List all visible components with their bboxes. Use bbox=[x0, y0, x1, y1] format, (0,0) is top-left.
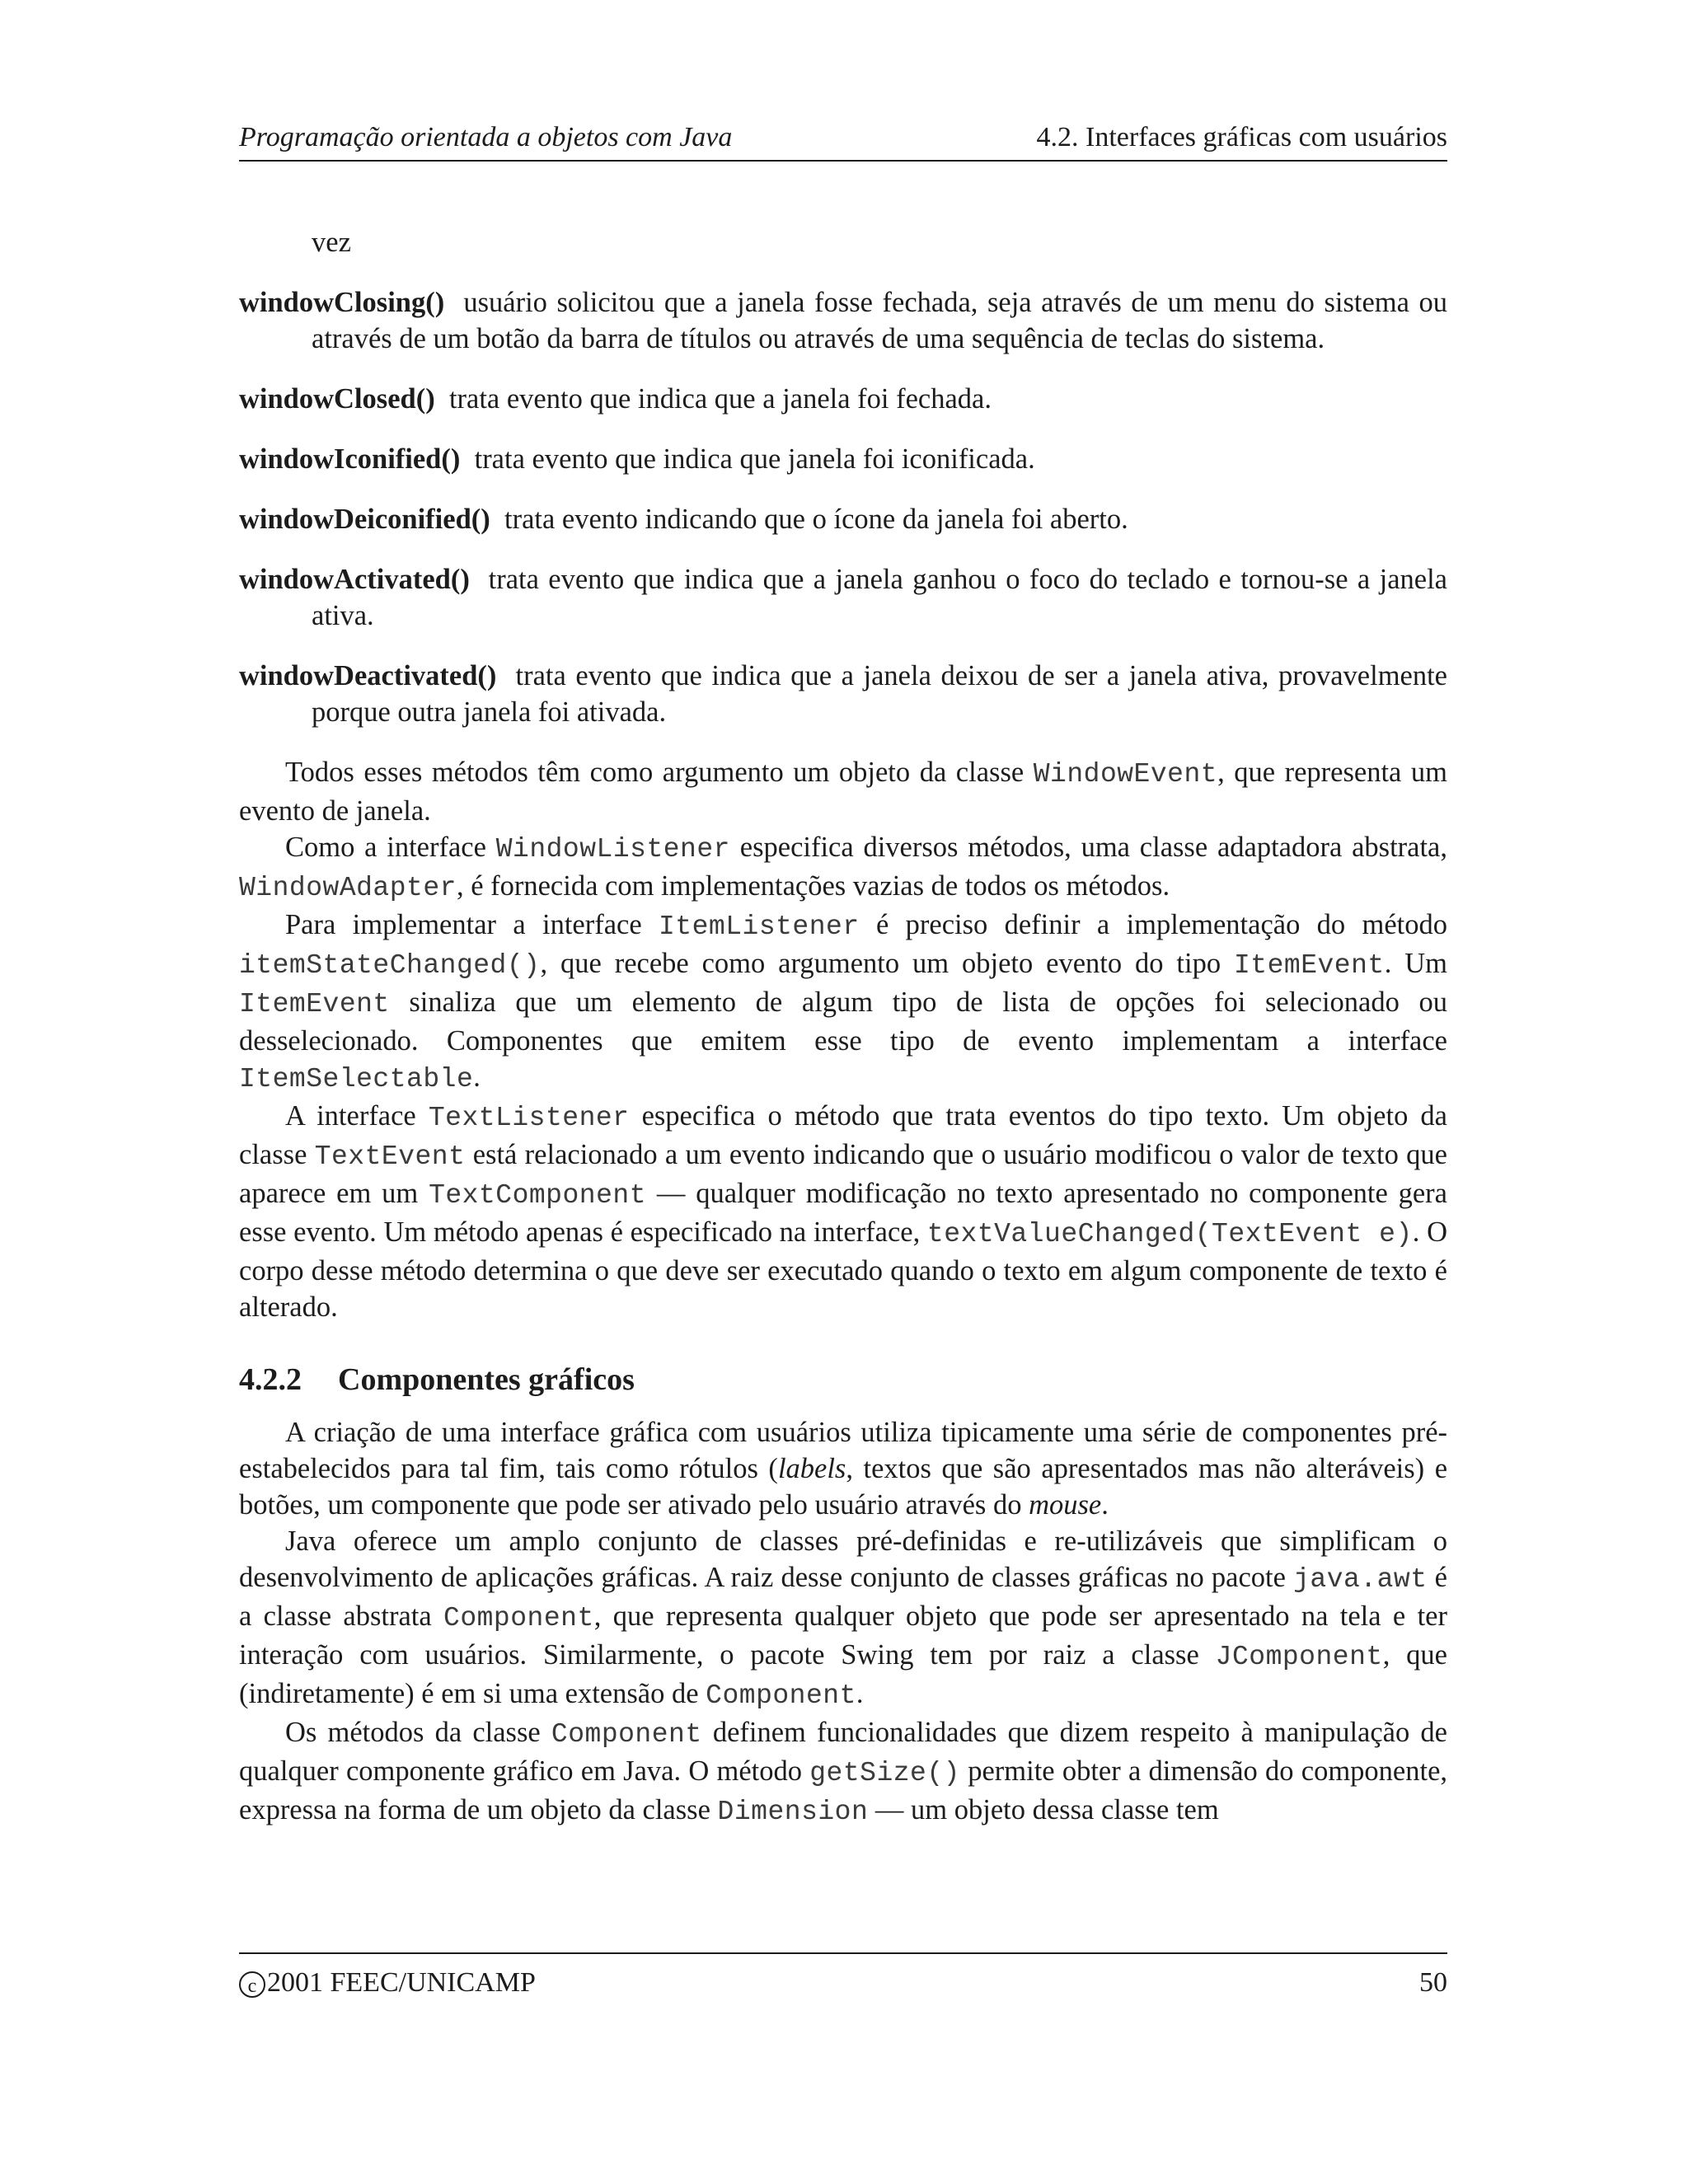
method-name: windowDeactivated() bbox=[239, 660, 497, 691]
text-run: Para implementar a interface bbox=[285, 909, 659, 940]
paragraph-window-adapter bbox=[239, 829, 1447, 907]
text-run: A interface bbox=[285, 1100, 429, 1132]
text-run: , que recebe como argumento um objeto evento do tipo bbox=[540, 948, 1234, 979]
page-footer bbox=[239, 1952, 1447, 1998]
code-component: Component bbox=[551, 1719, 702, 1750]
method-item-windowiconified bbox=[239, 441, 1447, 477]
code-textvaluechanged: textValueChanged(TextEvent e) bbox=[926, 1219, 1413, 1249]
method-description: trata evento indicando que o ícone da janela foi aberto. bbox=[504, 504, 1128, 535]
text-run: . bbox=[856, 1678, 864, 1709]
code-component: Component bbox=[443, 1603, 594, 1633]
text-run: definem funcionalidades que dizem respeito à manipulação de qualquer componente gráfico em Java. O método bbox=[239, 1717, 1447, 1787]
text-run: , é fornecida com implementações vazias de todos os métodos. bbox=[456, 870, 1170, 902]
running-header bbox=[239, 122, 1447, 162]
text-run: A criação de uma interface gráfica com usuários utiliza tipicamente uma série de componentes pré-estabelecidos para tal fim, tais como rótulos ( bbox=[239, 1417, 1447, 1484]
text-run: . O corpo desse método determina o que deve ser executado quando o texto em algum componente de texto é alterado. bbox=[239, 1216, 1447, 1323]
method-description: trata evento que indica que janela foi iconificada. bbox=[474, 443, 1035, 475]
code-dimension: Dimension bbox=[717, 1797, 869, 1827]
paragraph-components-intro bbox=[239, 1414, 1447, 1523]
code-jcomponent: JComponent bbox=[1215, 1642, 1383, 1672]
code-itemevent: ItemEvent bbox=[239, 989, 390, 1019]
code-component: Component bbox=[706, 1680, 856, 1711]
page-number: 50 bbox=[1419, 1967, 1447, 1998]
text-run: , que representa um evento de janela. bbox=[239, 757, 1447, 827]
page-body bbox=[239, 224, 1447, 1830]
text-run: , que (indiretamente) é em si uma extensão de bbox=[239, 1639, 1447, 1709]
code-itemstatechanged: itemStateChanged() bbox=[239, 950, 541, 981]
text-run: Os métodos da classe bbox=[285, 1717, 551, 1748]
code-getsize: getSize() bbox=[809, 1758, 960, 1788]
method-item-windowdeiconified bbox=[239, 501, 1447, 537]
text-run: Todos esses métodos têm como argumento um objeto da classe bbox=[285, 757, 1034, 788]
section-number: 4.2.2 bbox=[239, 1362, 302, 1397]
paragraph-component-methods bbox=[239, 1714, 1447, 1830]
paragraph-item-listener bbox=[239, 907, 1447, 1098]
continuation-text: vez bbox=[312, 227, 351, 258]
text-run: é a classe abstrata bbox=[239, 1562, 1447, 1632]
text-run: — um objeto dessa classe tem bbox=[868, 1794, 1219, 1825]
footer-copyright bbox=[239, 1967, 536, 1999]
code-textcomponent: TextComponent bbox=[429, 1180, 647, 1211]
method-name: windowActivated() bbox=[239, 564, 470, 595]
text-run: — qualquer modificação no texto apresentado no componente gera esse evento. Um método apenas é especificado na interface, bbox=[239, 1178, 1447, 1248]
method-item-windowactivated bbox=[239, 561, 1447, 634]
method-name: windowClosing() bbox=[239, 287, 445, 318]
method-item-windowclosing bbox=[239, 284, 1447, 357]
code-itemselectable: ItemSelectable bbox=[239, 1064, 474, 1094]
text-run: Java oferece um amplo conjunto de classes pré-definidas e re-utilizáveis que simplificam o desenvolvimento de aplicações gráficas. A raiz desse conjunto de classes gráficas no pacote bbox=[239, 1526, 1447, 1593]
text-run: . bbox=[473, 1062, 481, 1093]
footer-copyright-text: 2001 FEEC/UNICAMP bbox=[267, 1967, 536, 1998]
text-run: está relacionado a um evento indicando que o usuário modificou o valor de texto que aparece em um bbox=[239, 1139, 1447, 1209]
code-itemlistener: ItemListener bbox=[659, 912, 860, 942]
text-run: Como a interface bbox=[285, 832, 496, 863]
code-java-awt: java.awt bbox=[1293, 1564, 1428, 1595]
text-run: . bbox=[1101, 1489, 1109, 1521]
header-section-title: 4.2. Interfaces gráficas com usuários bbox=[1036, 122, 1447, 152]
method-name: windowClosed() bbox=[239, 383, 435, 415]
text-run: , textos que são apresentados mas não alteráveis) e botões, um componente que pode ser ativado pelo usuário através do bbox=[239, 1453, 1448, 1521]
method-item-windowdeactivated bbox=[239, 658, 1447, 730]
header-book-title: Programação orientada a objetos com Java bbox=[239, 122, 733, 152]
paragraph-java-awt bbox=[239, 1523, 1447, 1714]
text-run: , que representa qualquer objeto que pode ser apresentado na tela e ter interação com usuários. Similarmente, o pacote Swing tem por raiz a classe bbox=[239, 1601, 1447, 1671]
section-title: Componentes gráficos bbox=[338, 1362, 635, 1397]
paragraph-window-event bbox=[239, 754, 1447, 829]
method-description: usuário solicitou que a janela fosse fechada, seja através de um menu do sistema ou através de um botão da barra de títulos ou através de uma sequência de teclas do sistema. bbox=[312, 287, 1448, 354]
paragraph-text-listener bbox=[239, 1098, 1447, 1325]
code-windowevent: WindowEvent bbox=[1033, 759, 1218, 790]
code-windowadapter: WindowAdapter bbox=[239, 873, 457, 903]
method-description: trata evento que indica que a janela foi fechada. bbox=[448, 383, 992, 415]
text-run: permite obter a dimensão do componente, expressa na forma de um objeto da classe bbox=[239, 1755, 1448, 1825]
text-run: é preciso definir a implementação do método bbox=[859, 909, 1447, 940]
section-heading bbox=[239, 1361, 1447, 1398]
code-textlistener: TextListener bbox=[428, 1103, 630, 1133]
method-description: trata evento que indica que a janela deixou de ser a janela ativa, provavelmente porque outra janela foi ativada. bbox=[312, 660, 1447, 728]
italic-mouse: mouse bbox=[1029, 1489, 1102, 1521]
text-run: especifica o método que trata eventos do tipo texto. Um objeto da classe bbox=[239, 1100, 1447, 1170]
method-item-windowclosed bbox=[239, 381, 1447, 417]
text-run: sinaliza que um elemento de algum tipo de lista de opções foi selecionado ou desselecionado. Componentes que emitem esse tipo de evento implementam a interface bbox=[239, 987, 1447, 1057]
code-itemevent: ItemEvent bbox=[1233, 950, 1385, 981]
text-run: . Um bbox=[1384, 948, 1448, 979]
italic-labels: labels bbox=[777, 1453, 846, 1484]
method-name: windowDeiconified() bbox=[239, 504, 490, 535]
code-textevent: TextEvent bbox=[314, 1141, 466, 1172]
text-run: especifica diversos métodos, uma classe adaptadora abstrata, bbox=[729, 832, 1447, 863]
method-name: windowIconified() bbox=[239, 443, 461, 475]
method-description: trata evento que indica que a janela ganhou o foco do teclado e tornou-se a janela ativa. bbox=[312, 564, 1447, 631]
code-windowlistener: WindowListener bbox=[495, 834, 730, 865]
copyright-icon: c bbox=[239, 1971, 265, 1998]
